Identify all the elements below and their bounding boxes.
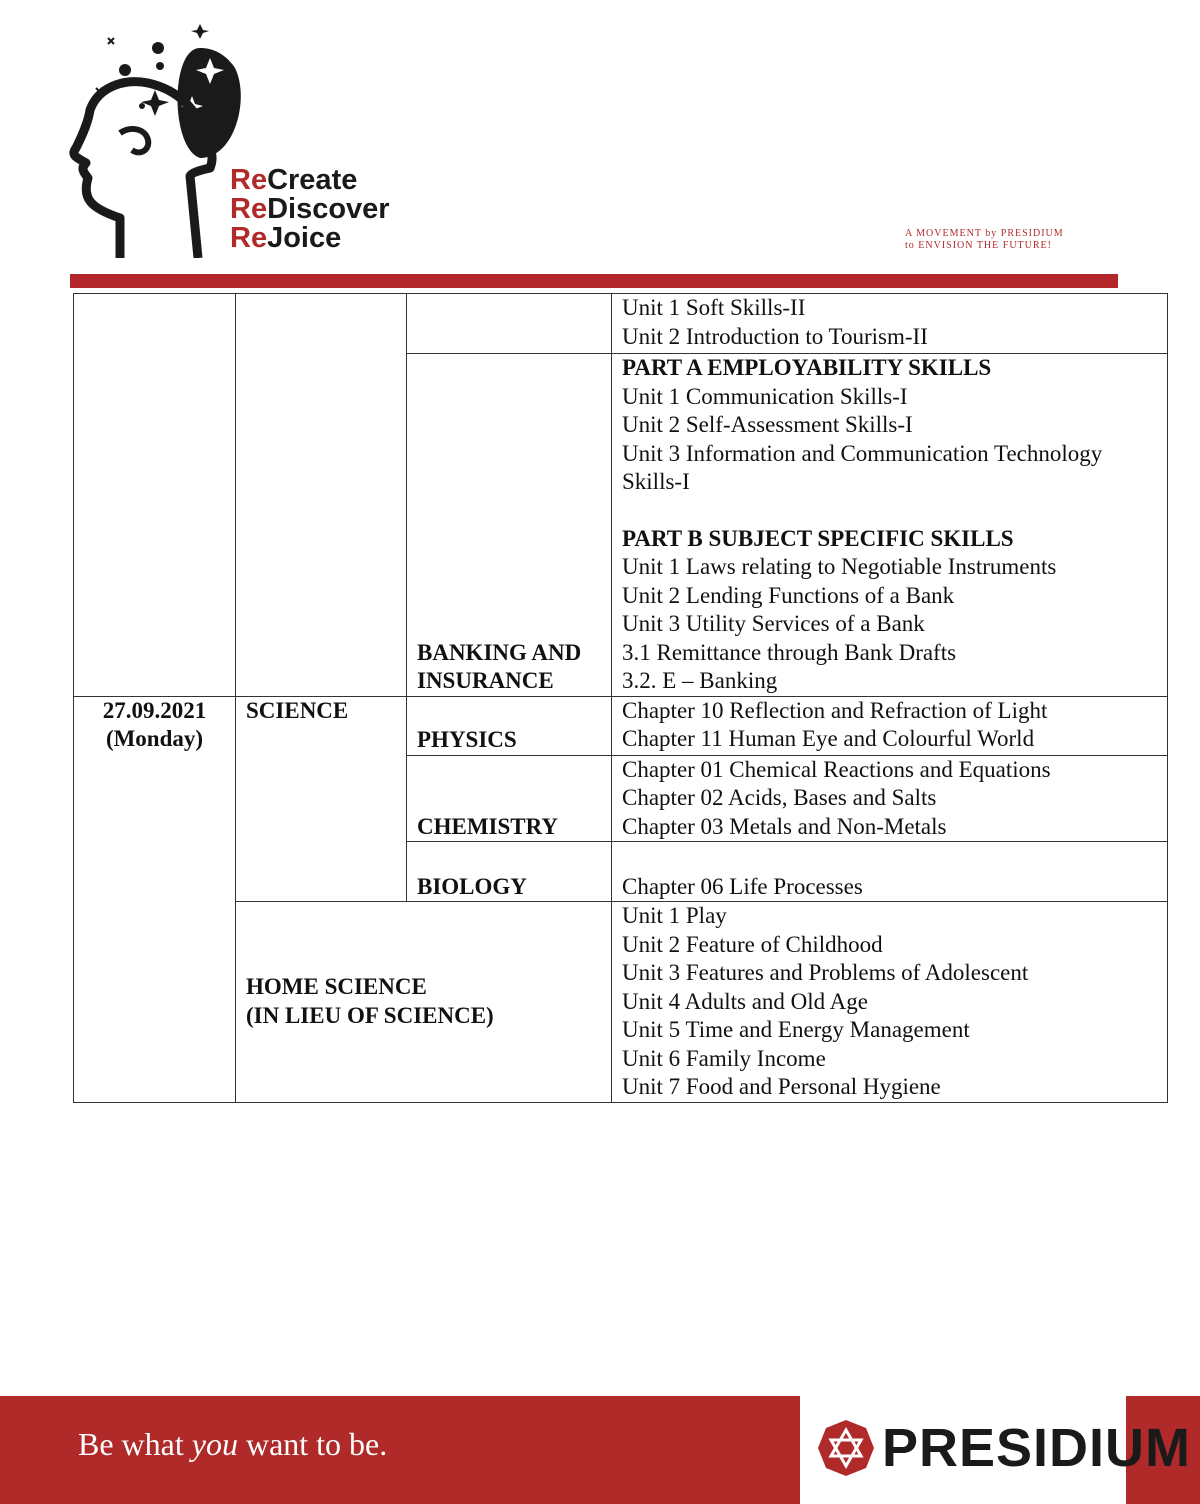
subject-label-chemistry: CHEMISTRY [407, 755, 612, 842]
subject-label-science: SCIENCE [236, 696, 407, 902]
tagline-line-2: ReDiscover [230, 193, 390, 225]
movement-tagline: A MOVEMENT by PRESIDIUM to ENVISION THE FUTURE! [905, 228, 1064, 251]
logo-tagline [230, 166, 390, 253]
subject-label-banking: BANKING AND INSURANCE [407, 354, 612, 697]
syllabus-content-cell: Unit 1 Play Unit 2 Feature of Childhood Unit 3 Features and Problems of Adolescent Unit 4 Adults and Old Age Unit 5 Time and Energy Management Unit 6 Family Income Unit 7 Food and Personal Hygiene [612, 902, 1168, 1103]
table-row [74, 294, 1168, 354]
table-row [74, 902, 1168, 1103]
syllabus-content-cell: Chapter 01 Chemical Reactions and Equations Chapter 02 Acids, Bases and Salts Chapter 03 Metals and Non-Metals [612, 755, 1168, 842]
brand-logo-box [800, 1396, 1192, 1504]
header-divider [70, 274, 1118, 288]
footer-slogan: Be what you want to be. [78, 1426, 388, 1462]
brand-name: PRESIDIUM [882, 1418, 1192, 1478]
footer-banner [0, 1396, 1200, 1504]
syllabus-content-cell: PART A EMPLOYABILITY SKILLS Unit 1 Communication Skills-I Unit 2 Self-Assessment Skills-I Unit 3 Information and Communication Technology Skills-I PART B SUBJECT SPECIFIC SKILLS Unit 1 Laws relating to Negotiable Instruments Unit 2 Lending Functions of a Bank Unit 3 Utility Services of a Bank 3.1 Remittance through Bank Drafts 3.2. E – Banking [612, 354, 1168, 697]
subject-label-physics: PHYSICS [407, 696, 612, 755]
table-row [74, 696, 1168, 755]
presidium-star-icon [816, 1418, 876, 1478]
subject-label-home-science: HOME SCIENCE (IN LIEU OF SCIENCE) [236, 902, 612, 1103]
date-cell: 27.09.2021 (Monday) [74, 696, 236, 1102]
subsubject-cell-empty [407, 294, 612, 354]
subject-label-biology: BIOLOGY [407, 842, 612, 902]
tagline-line-1: ReCreate [230, 164, 358, 196]
subject-cell-empty [236, 294, 407, 697]
syllabus-table [73, 293, 1168, 1103]
spacer [622, 497, 1157, 525]
tagline-line-3: ReJoice [230, 222, 342, 254]
syllabus-content-cell: Chapter 10 Reflection and Refraction of Light Chapter 11 Human Eye and Colourful World [612, 696, 1168, 755]
syllabus-content-cell: Unit 1 Soft Skills-II Unit 2 Introduction to Tourism-II [612, 294, 1168, 354]
date-cell-empty [74, 294, 236, 697]
syllabus-content-cell: Chapter 06 Life Processes [612, 842, 1168, 902]
